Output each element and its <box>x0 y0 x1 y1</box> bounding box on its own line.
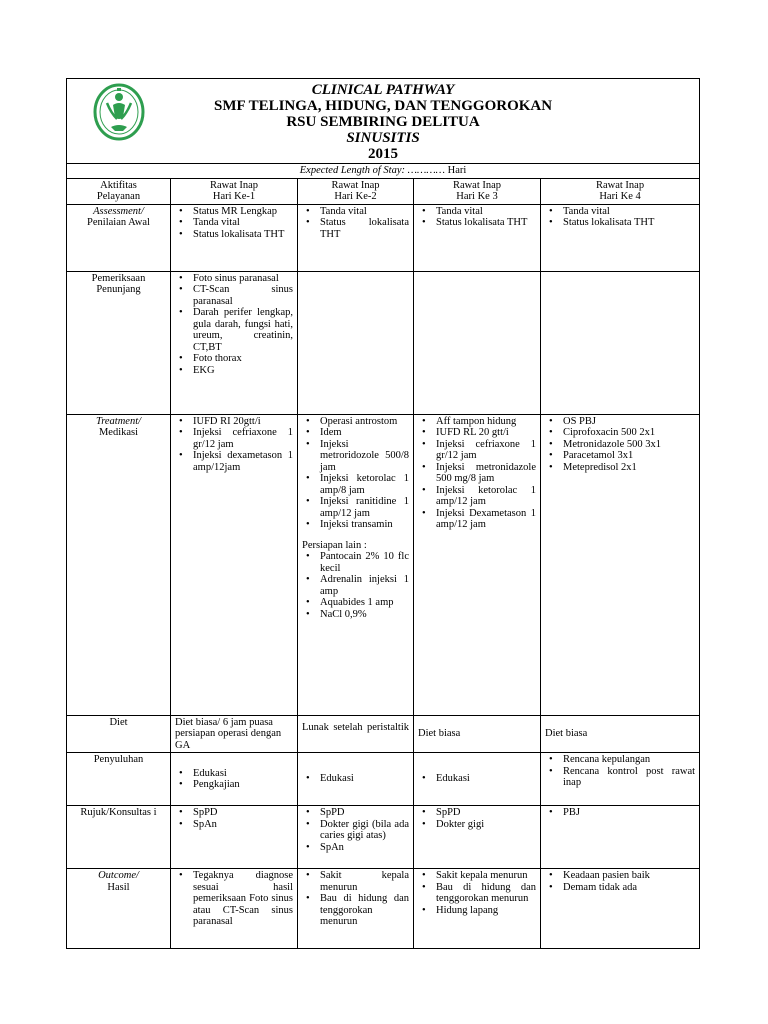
treatment-label-italic: Treatment/ <box>95 415 142 427</box>
list-item: • Tanda vital <box>320 206 409 218</box>
list-item: • Foto thorax <box>193 353 293 365</box>
diet-day4: Diet biasa <box>541 715 700 753</box>
list-item: • Edukasi <box>436 773 536 785</box>
row-assessment <box>67 204 700 271</box>
treatment-day1 <box>171 414 298 715</box>
list-item: • Tegaknya diagnose sesuai hasil pemeriksaan Foto sinus atau CT-Scan sinus paranasal <box>193 870 293 928</box>
diet-day2: Lunak setelah peristaltik <box>298 715 414 753</box>
row-rujuk-label: Rujuk/Konsultas i <box>67 806 171 869</box>
col-day3-header <box>414 178 541 204</box>
col-activity-l2: Pelayanan <box>96 191 141 202</box>
length-of-stay-cell <box>67 164 700 179</box>
outcome-day3-list <box>418 870 536 916</box>
list-item: • Status lokalisata THT <box>320 217 409 240</box>
list-item: • Rencana kontrol post rawat inap <box>563 766 695 789</box>
col-day3-l1: Rawat Inap <box>452 179 502 191</box>
list-item: • Status MR Lengkap <box>193 206 293 218</box>
title-clinical-pathway: CLINICAL PATHWAY <box>311 82 455 98</box>
list-item: • OS PBJ <box>563 416 695 428</box>
row-diet <box>67 715 700 753</box>
list-item: • Injeksi cefriaxone 1 gr/12 jam <box>193 427 293 450</box>
penyuluhan-day1 <box>171 753 298 806</box>
list-item: • Injeksi transamin <box>320 519 409 531</box>
list-item: • SpPD <box>436 807 536 819</box>
list-item: • Injeksi ketorolac 1 amp/8 jam <box>320 473 409 496</box>
list-item: • Injeksi ranitidine 1 amp/12 jam <box>320 496 409 519</box>
clinical-pathway-table <box>66 78 700 949</box>
col-day4-l1: Rawat Inap <box>595 179 645 191</box>
list-item: • Aff tampon hidung <box>436 416 536 428</box>
stay-unit: Hari <box>447 165 467 176</box>
list-item: • Edukasi <box>320 773 409 785</box>
list-item: • Tanda vital <box>563 206 695 218</box>
title-year: 2015 <box>368 146 399 162</box>
title-smf: SMF TELINGA, HIDUNG, DAN TENGGOROKAN <box>213 98 553 114</box>
list-item: • Metepredisol 2x1 <box>563 462 695 474</box>
list-item: • Rencana kepulangan <box>563 754 695 766</box>
col-day3-l2: Hari Ke 3 <box>456 191 498 202</box>
list-item: • Status lokalisata THT <box>193 229 293 241</box>
hospital-logo-icon <box>93 83 145 141</box>
penyuluhan-day1-list <box>175 768 293 791</box>
length-of-stay-row <box>67 164 700 179</box>
assessment-day1-list <box>175 206 293 241</box>
row-pemeriksaan <box>67 271 700 414</box>
diet-day1: Diet biasa/ 6 jam puasa persiapan operasi dengan GA <box>171 715 298 753</box>
col-day4-l2: Hari Ke 4 <box>599 191 641 202</box>
outcome-day4 <box>541 869 700 949</box>
penyuluhan-day4 <box>541 753 700 806</box>
diet-day3: Diet biasa <box>414 715 541 753</box>
assessment-day3 <box>414 204 541 271</box>
list-item: • Metronidazole 500 3x1 <box>563 439 695 451</box>
penyuluhan-day4-list <box>545 754 695 789</box>
list-item: • SpPD <box>320 807 409 819</box>
penyuluhan-day3-list <box>418 773 536 785</box>
list-item: • Injeksi ketorolac 1 amp/12 jam <box>436 485 536 508</box>
row-pemeriksaan-label <box>67 271 171 414</box>
pemeriksaan-day1-list <box>175 273 293 377</box>
col-activity-l1: Aktifitas <box>100 179 137 191</box>
col-day4-header <box>541 178 700 204</box>
rujuk-day4 <box>541 806 700 869</box>
rujuk-day1-list <box>175 807 293 830</box>
row-outcome <box>67 869 700 949</box>
assessment-day4 <box>541 204 700 271</box>
list-item: • NaCl 0,9% <box>320 609 409 621</box>
rujuk-day2-list <box>302 807 409 853</box>
list-item: • Injeksi cefriaxone 1 gr/12 jam <box>436 439 536 462</box>
list-item: • Tanda vital <box>193 217 293 229</box>
row-treatment <box>67 414 700 715</box>
list-item: • Sakit kepala menurun <box>320 870 409 893</box>
list-item: • Injeksi dexametason 1 amp/12jam <box>193 450 293 473</box>
list-item: • IUFD RI 20gtt/i <box>193 416 293 428</box>
list-item: • Darah perifer lengkap, gula darah, fungsi hati, ureum, creatinin, CT,BT <box>193 307 293 353</box>
list-item: • Bau di hidung dan tenggorokan menurun <box>436 882 536 905</box>
rujuk-day4-list <box>545 807 695 819</box>
title-disease: SINUSITIS <box>346 130 420 146</box>
header-cell <box>67 79 700 164</box>
persiapan-lain-title: Persiapan lain : <box>302 539 367 551</box>
list-item: • PBJ <box>563 807 695 819</box>
rujuk-day3-list <box>418 807 536 830</box>
treatment-day4-list <box>545 416 695 474</box>
pemeriksaan-label-l1: Pemeriksaan <box>91 272 146 284</box>
outcome-label-italic: Outcome/ <box>98 870 139 881</box>
rujuk-day3 <box>414 806 541 869</box>
treatment-day2 <box>298 414 414 715</box>
list-item: • Hidung lapang <box>436 905 536 917</box>
row-assessment-label <box>67 204 171 271</box>
title-hospital: RSU SEMBIRING DELITUA <box>286 114 480 130</box>
list-item: • Adrenalin injeksi 1 amp <box>320 574 409 597</box>
pemeriksaan-day3 <box>414 271 541 414</box>
treatment-day4 <box>541 414 700 715</box>
assessment-day2 <box>298 204 414 271</box>
col-day2-l2: Hari Ke-2 <box>334 191 377 202</box>
list-item: • SpPD <box>193 807 293 819</box>
outcome-day1-list <box>175 870 293 928</box>
list-item: • Pantocain 2% 10 flc kecil <box>320 551 409 574</box>
list-item: • EKG <box>193 365 293 377</box>
row-outcome-label <box>67 869 171 949</box>
col-day1-l2: Hari Ke-1 <box>212 191 256 202</box>
row-penyuluhan-label: Penyuluhan <box>67 753 171 806</box>
list-item: • SpAn <box>193 819 293 831</box>
row-rujuk <box>67 806 700 869</box>
col-day2-l1: Rawat Inap <box>331 179 380 191</box>
treatment-day3 <box>414 414 541 715</box>
treatment-label: Medikasi <box>98 427 139 438</box>
col-day2-header <box>298 178 414 204</box>
assessment-label-italic: Assessment/ <box>93 205 144 217</box>
assessment-day1 <box>171 204 298 271</box>
list-item: • Idem <box>320 427 409 439</box>
assessment-day3-list <box>418 206 536 229</box>
outcome-day2-list <box>302 870 409 928</box>
pemeriksaan-day2 <box>298 271 414 414</box>
list-item: • Sakit kepala menurun <box>436 870 536 882</box>
row-treatment-label <box>67 414 171 715</box>
outcome-label: Hasil <box>107 881 130 893</box>
treatment-day3-list <box>418 416 536 531</box>
outcome-day4-list <box>545 870 695 893</box>
rujuk-day2 <box>298 806 414 869</box>
outcome-day3 <box>414 869 541 949</box>
penyuluhan-day3 <box>414 753 541 806</box>
pemeriksaan-day1 <box>171 271 298 414</box>
list-item: • Edukasi <box>193 768 293 780</box>
list-item: • IUFD RL 20 gtt/i <box>436 427 536 439</box>
list-item: • Tanda vital <box>436 206 536 218</box>
title-block <box>71 80 695 162</box>
treatment-day2-list <box>302 416 409 531</box>
assessment-day2-list <box>302 206 409 241</box>
col-day1-l1: Rawat Inap <box>209 179 259 191</box>
list-item: • Operasi antrostom <box>320 416 409 428</box>
assessment-day4-list <box>545 206 695 229</box>
list-item: • Pengkajian <box>193 779 293 791</box>
column-header-row <box>67 178 700 204</box>
list-item: • Ciprofoxacin 500 2x1 <box>563 427 695 439</box>
rujuk-day1 <box>171 806 298 869</box>
list-item: • Status lokalisata THT <box>563 217 695 229</box>
list-item: • Dokter gigi (bila ada caries gigi atas) <box>320 819 409 842</box>
row-diet-label: Diet <box>67 715 171 753</box>
list-item: • Paracetamol 3x1 <box>563 450 695 462</box>
list-item: • SpAn <box>320 842 409 854</box>
penyuluhan-day2-list <box>302 773 409 785</box>
list-item: • Dokter gigi <box>436 819 536 831</box>
list-item: • Aquabides 1 amp <box>320 597 409 609</box>
list-item: • Injeksi metroridozole 500/8 jam <box>320 439 409 474</box>
list-item: • Bau di hidung dan tenggorokan menurun <box>320 893 409 928</box>
list-item: • Status lokalisata THT <box>436 217 536 229</box>
stay-label: Expected Length of Stay: <box>299 165 406 176</box>
treatment-day1-list <box>175 416 293 474</box>
outcome-day2 <box>298 869 414 949</box>
row-penyuluhan <box>67 753 700 806</box>
pemeriksaan-day4 <box>541 271 700 414</box>
list-item: • Injeksi metronidazole 500 mg/8 jam <box>436 462 536 485</box>
col-activity-header <box>67 178 171 204</box>
header-row <box>67 79 700 164</box>
outcome-day1 <box>171 869 298 949</box>
persiapan-lain-list <box>302 551 409 620</box>
assessment-label: Penilaian Awal <box>87 217 150 228</box>
list-item: • Demam tidak ada <box>563 882 695 894</box>
list-item: • Keadaan pasien baik <box>563 870 695 882</box>
penyuluhan-day2 <box>298 753 414 806</box>
pemeriksaan-label-l2: Penunjang <box>96 284 141 295</box>
stay-dots: ………… <box>407 165 445 176</box>
col-day1-header <box>171 178 298 204</box>
list-item: • Foto sinus paranasal <box>193 273 293 285</box>
list-item: • Injeksi Dexametason 1 amp/12 jam <box>436 508 536 531</box>
list-item: • CT-Scan sinus paranasal <box>193 284 293 307</box>
